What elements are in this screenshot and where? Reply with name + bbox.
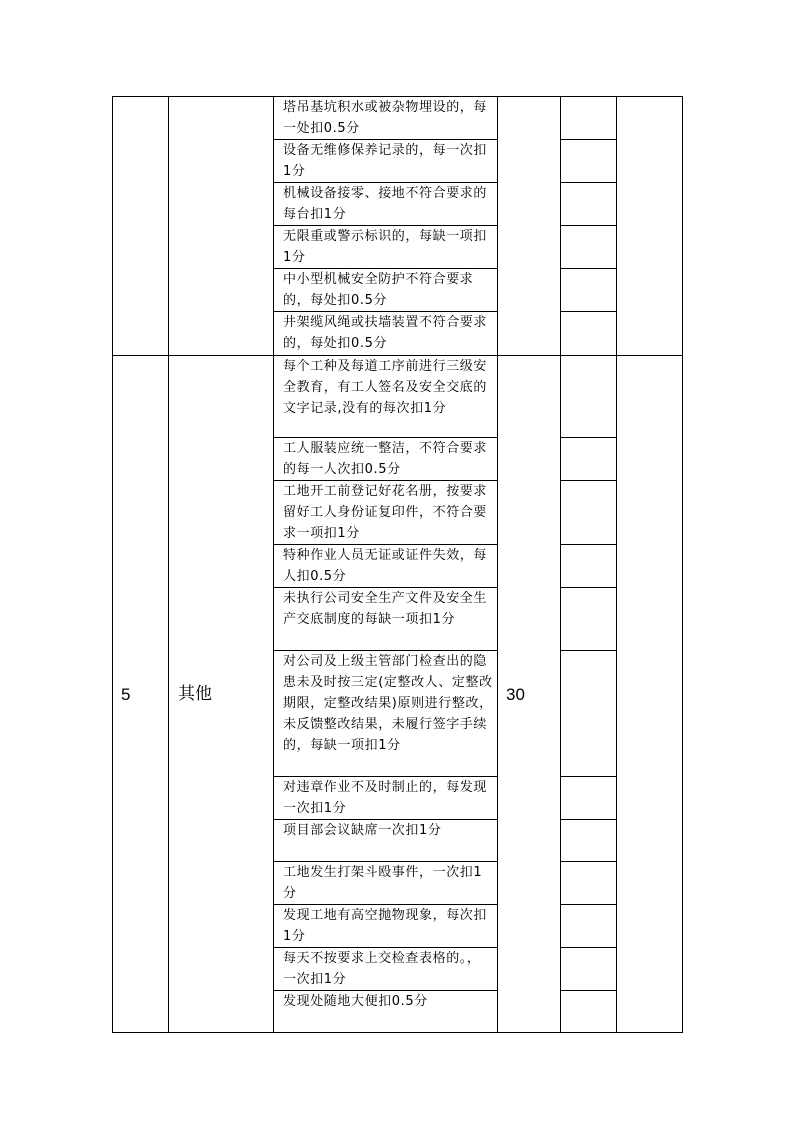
deduction-cell [561, 356, 617, 438]
score-cell-prev [498, 97, 561, 356]
criterion-cell: 每个工种及每道工序前进行三级安全教育，有工人签名及安全交底的文字记录,没有的每次扣1分 [274, 356, 498, 438]
remark-cell-prev [617, 97, 683, 356]
criterion-cell: 工地发生打架斗殴事件，一次扣1分 [274, 862, 498, 905]
criterion-cell: 工地开工前登记好花名册，按要求留好工人身份证复印件，不符合要求一项扣1分 [274, 481, 498, 545]
criterion-cell: 中小型机械安全防护不符合要求的，每处扣0.5分 [274, 269, 498, 312]
deduction-cell [561, 269, 617, 312]
section-score: 30 [498, 356, 561, 1033]
criterion-cell: 每天不按要求上交检查表格的。，一次扣1分 [274, 948, 498, 991]
criterion-cell: 发现处随地大便扣0.5分 [274, 991, 498, 1033]
deduction-cell [561, 481, 617, 545]
deduction-cell [561, 226, 617, 269]
criterion-cell: 对违章作业不及时制止的，每发现一次扣1分 [274, 777, 498, 820]
deduction-cell [561, 905, 617, 948]
deduction-cell [561, 140, 617, 183]
deduction-cell [561, 438, 617, 481]
deduction-cell [561, 862, 617, 905]
deduction-cell [561, 777, 617, 820]
criterion-cell: 机械设备接零、接地不符合要求的每台扣1分 [274, 183, 498, 226]
table-row [113, 356, 683, 438]
criterion-cell: 特种作业人员无证或证件失效，每人扣0.5分 [274, 545, 498, 588]
deduction-cell [561, 588, 617, 651]
table-row [113, 97, 683, 140]
remark-cell [617, 356, 683, 1033]
criterion-cell: 未执行公司安全生产文件及安全生产交底制度的每缺一项扣1分 [274, 588, 498, 651]
deduction-cell [561, 651, 617, 777]
criterion-cell: 设备无维修保养记录的，每一次扣1分 [274, 140, 498, 183]
section-category: 其他 [169, 356, 274, 1033]
criterion-cell: 井架缆风绳或扶墙装置不符合要求的，每处扣0.5分 [274, 312, 498, 356]
criterion-cell: 对公司及上级主管部门检查出的隐患未及时按三定(定整改人、定整改期限，定整改结果)原则进行整改，未反馈整改结果，未履行签字手续的，每缺一项扣1分 [274, 651, 498, 777]
deduction-cell [561, 183, 617, 226]
deduction-cell [561, 820, 617, 862]
criterion-cell: 塔吊基坑积水或被杂物埋设的，每一处扣0.5分 [274, 97, 498, 140]
section-number: 5 [113, 356, 169, 1033]
criterion-cell: 发现工地有高空抛物现象，每次扣1分 [274, 905, 498, 948]
deduction-table [112, 96, 683, 1033]
deduction-cell [561, 97, 617, 140]
criterion-cell: 项目部会议缺席一次扣1分 [274, 820, 498, 862]
number-cell-prev [113, 97, 169, 356]
criterion-cell: 工人服装应统一整洁，不符合要求的每一人次扣0.5分 [274, 438, 498, 481]
deduction-cell [561, 312, 617, 356]
deduction-cell [561, 948, 617, 991]
category-cell-prev [169, 97, 274, 356]
deduction-cell [561, 991, 617, 1033]
criterion-cell: 无限重或警示标识的，每缺一项扣1分 [274, 226, 498, 269]
deduction-cell [561, 545, 617, 588]
